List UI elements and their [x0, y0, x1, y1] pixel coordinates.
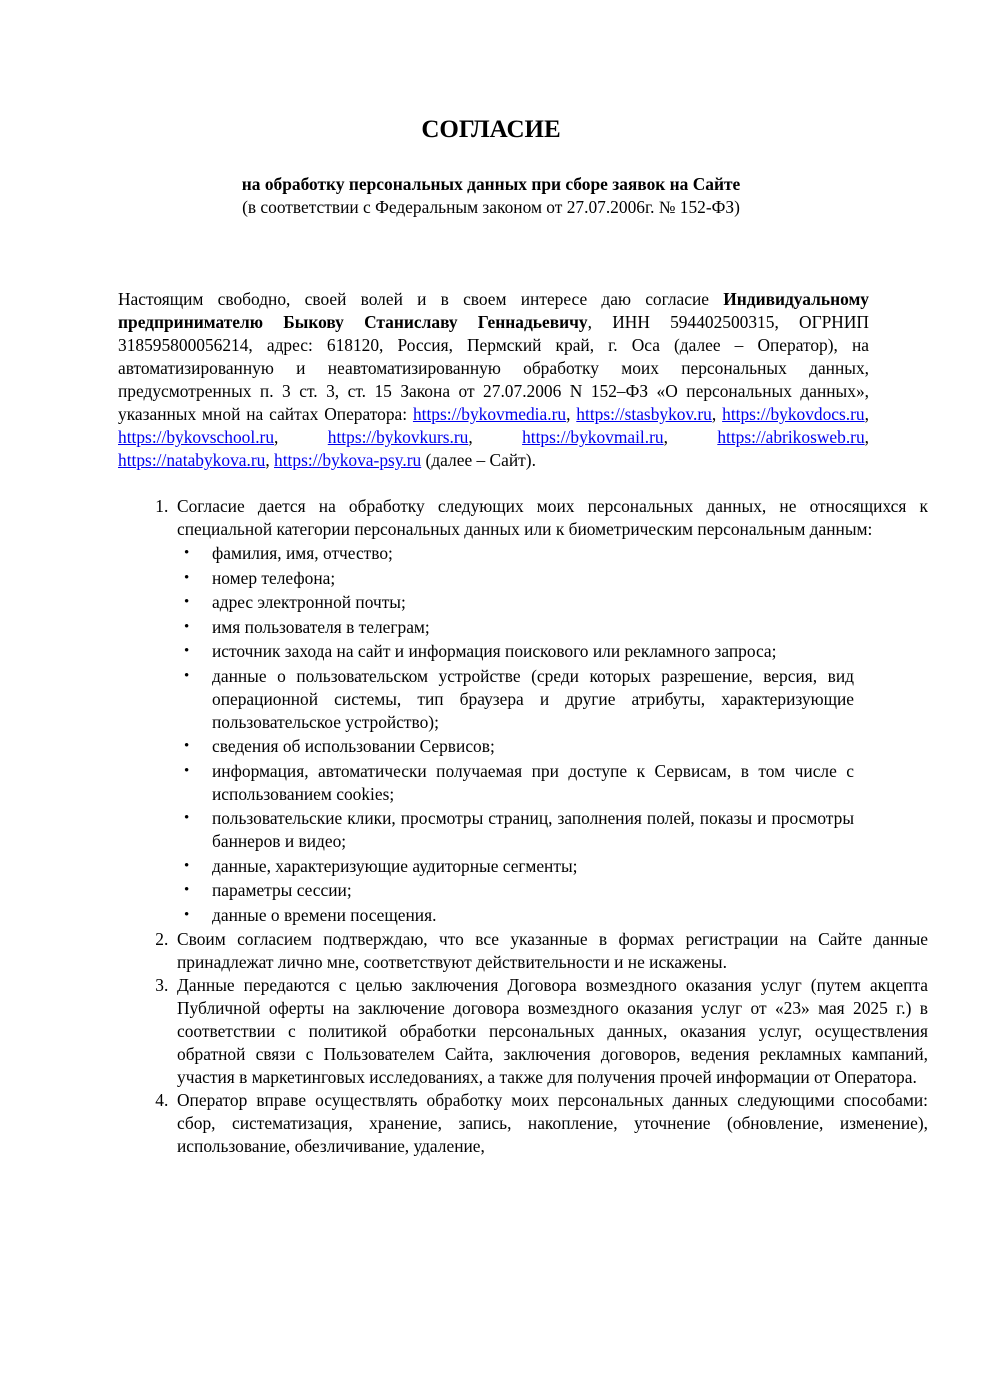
bullet-icon: • — [184, 643, 190, 659]
list-item — [184, 879, 854, 902]
list-item-text: сведения об использовании Сервисов; — [212, 736, 495, 756]
link-stasbykov[interactable]: https://stasbykov.ru — [576, 404, 712, 424]
list-item — [184, 904, 854, 927]
intro-text-middle: , ИНН 594402500315, ОГРНИП 318595800056214, адрес: 618120, Россия, Пермский край, г. Оса (далее – Оператор), на автоматизированную и неавтоматизированную обработку моих персональных данных, предусмотренных п. 3 ст. 3, ст. 15 Закона от 27.07.2006 N 152–ФЗ «О персональных данных», указанных мной на сайтах Оператора: — [118, 312, 869, 424]
list-item — [184, 760, 854, 806]
bullet-icon: • — [184, 882, 190, 898]
list-item-text: источник захода на сайт и информация поискового или рекламного запроса; — [212, 641, 777, 661]
bullet-icon: • — [184, 906, 190, 923]
list-item-text: данные о пользовательском устройстве (среди которых разрешение, версия, вид операционной системы, тип браузера и другие атрибуты, характеризующие пользовательское устройство); — [212, 665, 854, 732]
document-title: СОГЛАСИЕ — [421, 116, 561, 143]
list-item-text: информация, автоматически получаемая при доступе к Сервисам, в том числе с использованием cookies; — [212, 760, 854, 804]
list-item — [184, 665, 854, 734]
intro-paragraph — [118, 288, 869, 472]
list-item — [184, 855, 854, 878]
list-item-text: адрес электронной почты; — [212, 592, 406, 612]
list-item — [184, 640, 854, 663]
link-bykovmedia[interactable]: https://bykovmedia.ru — [412, 404, 567, 424]
clauses-list — [118, 495, 928, 1158]
list-item — [184, 807, 854, 853]
list-item — [184, 542, 854, 565]
bullet-icon: • — [184, 594, 190, 610]
clause-3 — [177, 974, 928, 1089]
bullet-icon: • — [184, 857, 190, 874]
operator-name: Индивидуальному предпринимателю Быкову Станиславу Геннадьевичу — [118, 289, 869, 332]
clause-1 — [177, 495, 928, 927]
document-subtitle-note: (в соответствии с Федеральным законом от 27.07.2006г. № 152-ФЗ) — [242, 197, 740, 217]
link-bykova-psy[interactable]: https://bykova-psy.ru — [274, 450, 422, 470]
bullet-icon: • — [184, 738, 190, 754]
list-item — [184, 735, 854, 758]
personal-data-list — [177, 542, 854, 927]
list-item-text: пользовательские клики, просмотры страниц, заполнения полей, показы и просмотры баннеров и видео; — [212, 808, 854, 851]
clause-text: Оператор вправе осуществлять обработку моих персональных данных следующими способами: сбор, систематизация, хранение, запись, накопление, уточнение (обновление, изменение), использование, обезличивание, удаление, — [177, 1090, 928, 1156]
link-separator: , — [265, 450, 275, 470]
list-item — [184, 616, 854, 639]
link-separator: , — [711, 404, 723, 424]
bullet-icon: • — [184, 545, 190, 561]
clause-text: Своим согласием подтверждаю, что все указанные в формах регистрации на Сайте данные принадлежат лично мне, соответствуют действительности и не искажены. — [177, 929, 928, 972]
link-separator: , — [663, 427, 718, 447]
intro-text-start: Настоящим свободно, своей волей и в своем интересе даю согласие — [118, 289, 724, 309]
bullet-icon: • — [184, 810, 190, 826]
link-separator: , — [864, 404, 869, 424]
clause-text: Данные передаются с целью заключения Договора возмездного оказания услуг (путем акцепта Публичной оферты на заключение договора возмездного оказания услуг от «23» мая 2025 г.) в соответствии с политикой обработки персональных данных, оказания услуг, осуществления обратной связи с Пользователем Сайта, заключения договоров, ведения рекламных кампаний, участия в маркетинговых исследованиях, а также для получения прочей информации от Оператора. — [177, 975, 928, 1087]
link-natabykova[interactable]: https://natabykova.ru — [118, 450, 266, 470]
link-bykovschool[interactable]: https://bykovschool.ru — [118, 427, 275, 447]
list-item-text: номер телефона; — [212, 567, 336, 588]
list-item-text: данные о времени посещения. — [212, 904, 437, 925]
bullet-icon: • — [184, 762, 190, 779]
bullet-icon: • — [184, 618, 190, 635]
bullet-icon: • — [184, 667, 190, 684]
list-item-text: данные, характеризующие аудиторные сегменты; — [212, 855, 578, 876]
clause-4 — [177, 1089, 928, 1158]
link-abrikosweb[interactable]: https://abrikosweb.ru — [717, 427, 865, 447]
link-bykovmail[interactable]: https://bykovmail.ru — [522, 427, 664, 447]
clause-2 — [177, 928, 928, 974]
link-separator: , — [274, 427, 328, 447]
list-item — [184, 567, 854, 590]
link-separator: , — [864, 427, 870, 447]
document-subtitle: на обработку персональных данных при сборе заявок на Сайте — [241, 174, 741, 194]
intro-text-end: (далее – Сайт). — [421, 450, 536, 470]
link-bykovkurs[interactable]: https://bykovkurs.ru — [327, 427, 469, 447]
bullet-icon: • — [184, 569, 190, 586]
list-item-text: фамилия, имя, отчество; — [212, 543, 393, 563]
list-item-text: параметры сессии; — [212, 880, 352, 900]
link-separator: , — [566, 404, 577, 424]
clause-text: Согласие дается на обработку следующих моих персональных данных, не относящихся к специальной категории персональных данных или к биометрическим персональным данным: — [177, 496, 928, 539]
link-separator: , — [468, 427, 523, 447]
list-item-text: имя пользователя в телеграм; — [212, 616, 430, 637]
link-bykovdocs[interactable]: https://bykovdocs.ru — [722, 404, 865, 424]
list-item — [184, 591, 854, 614]
